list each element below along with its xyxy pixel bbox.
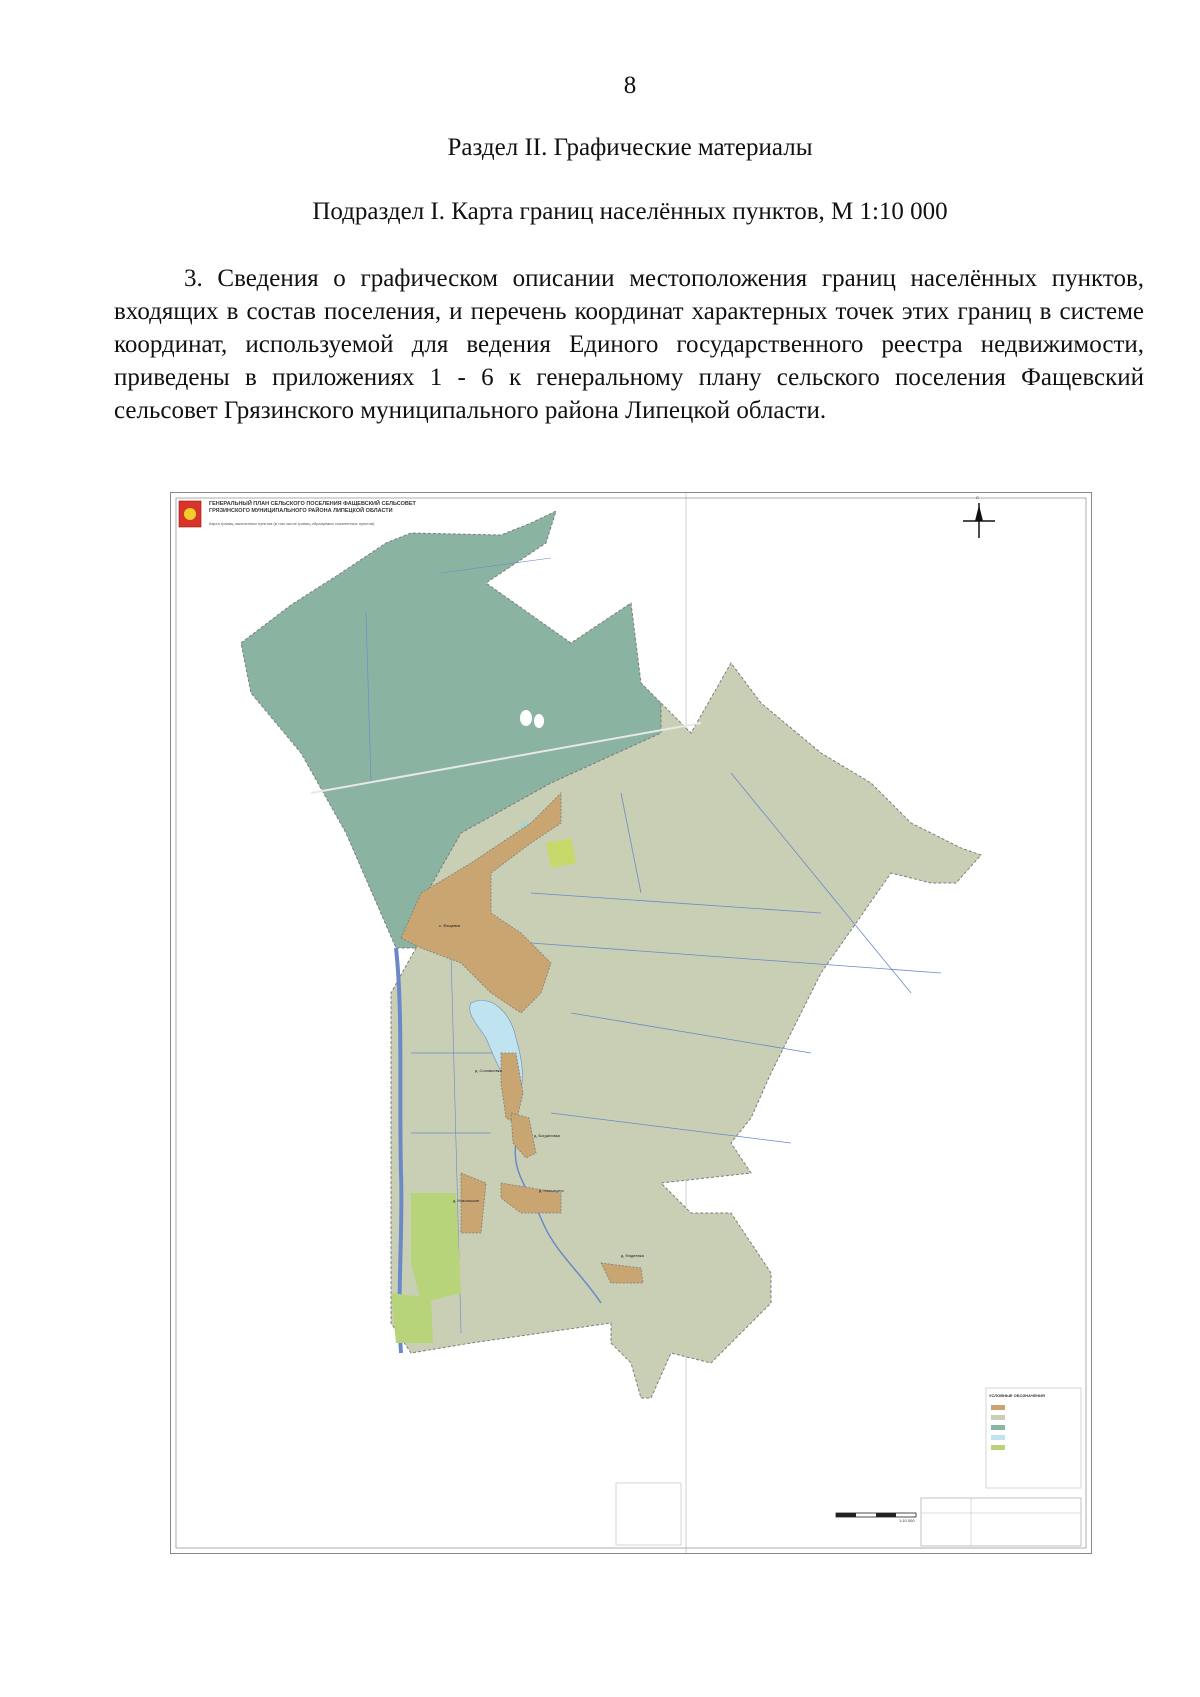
north-arrow-icon bbox=[963, 503, 995, 538]
legend-title: УСЛОВНЫЕ ОБОЗНАЧЕНИЯ bbox=[989, 1393, 1045, 1398]
village-label-fadeevka: д. Фадеевка bbox=[621, 1253, 644, 1258]
scale-label: 1:10 000 bbox=[899, 1518, 915, 1523]
village-label-nikolskoe: д. Никольское bbox=[453, 1198, 480, 1203]
map-subheader: Карта границ населенных пунктов (в том числе границ образуемых населенных пунктов) bbox=[209, 521, 375, 526]
map-frame bbox=[170, 492, 1092, 1554]
settlement-boundary-map bbox=[171, 493, 1091, 1553]
woodland-patch-3 bbox=[546, 838, 576, 868]
pond-1 bbox=[520, 710, 532, 726]
village-label-bogdanovka: д. Богдановка bbox=[534, 1133, 560, 1138]
page-number: 8 bbox=[623, 72, 637, 99]
subsection-title: Подраздел I. Карта границ населённых пунктов, М 1:10 000 bbox=[312, 198, 948, 225]
map-header bbox=[209, 501, 499, 515]
village-label-natalino: д. Натальино bbox=[539, 1188, 564, 1193]
map-header-line-2: ГРЯЗИНСКОГО МУНИЦИПАЛЬНОГО РАЙОНА ЛИПЕЦКОЙ ОБЛАСТИ bbox=[209, 508, 393, 514]
map-header-line-1: ГЕНЕРАЛЬНЫЙ ПЛАН СЕЛЬСКОГО ПОСЕЛЕНИЯ ФАЩЕВСКИЙ СЕЛЬСОВЕТ bbox=[209, 501, 416, 507]
body-paragraph: 3. Сведения о графическом описании местоположения границ населённых пунктов, входящих в состав поселения, и перечень координат характерных точек этих границ в системе координат, используемой для ведения Единого государственного реестра недвижимости, приведены в приложениях 1 - 6 к генеральному плану сельского поселения Фащевский сельсовет Грязинского муниципального района Липецкой области. bbox=[114, 265, 1144, 424]
village-label-soloviyovka: д. Соловьевка bbox=[475, 1068, 502, 1073]
settlement-nikolskoe bbox=[461, 1173, 486, 1233]
stamp-block bbox=[616, 1483, 681, 1545]
village-label-fashchevka: с. Фащевка bbox=[439, 923, 461, 928]
pond-2 bbox=[534, 714, 544, 728]
section-title: Раздел II. Графические материалы bbox=[447, 134, 813, 161]
north-label: С bbox=[976, 495, 979, 500]
woodland-patch-1 bbox=[411, 1193, 461, 1303]
title-block bbox=[921, 1498, 1081, 1546]
woodland-patch-2 bbox=[391, 1293, 433, 1343]
